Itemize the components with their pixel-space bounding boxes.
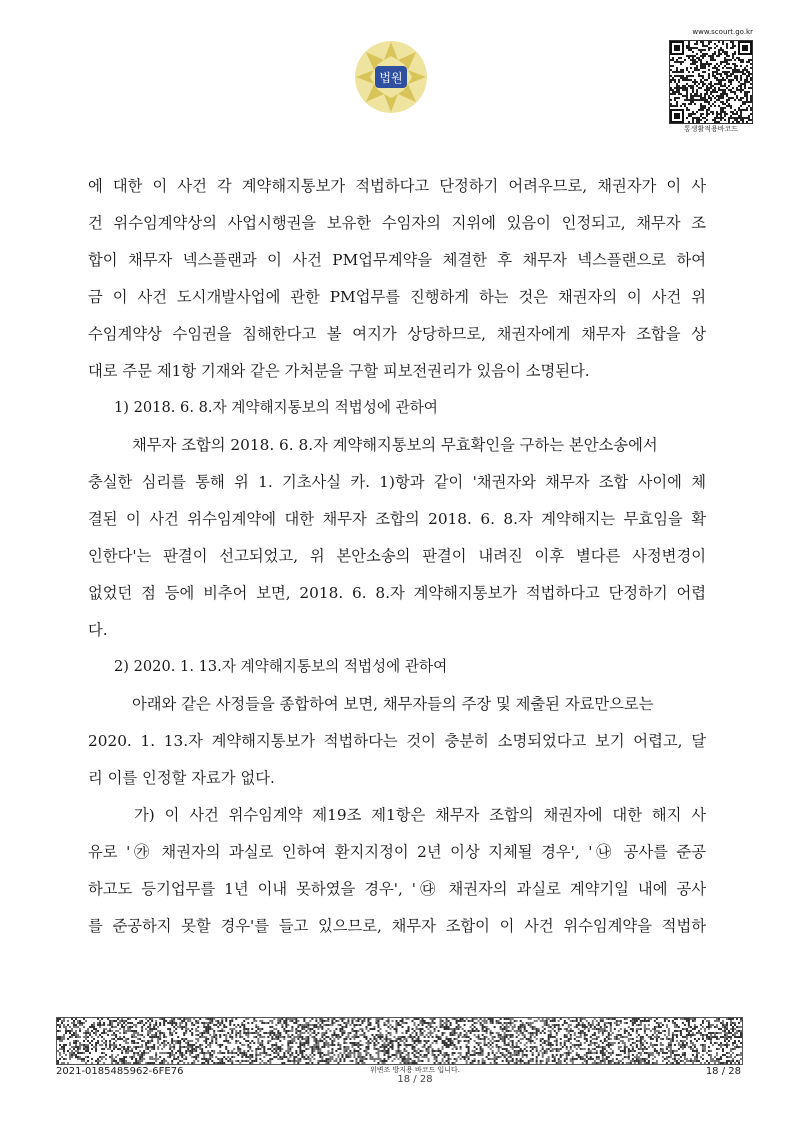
page-number: 18 / 28 [705,1066,741,1077]
body-line: 건 위수임계약상의 사업시행권을 보유한 수임자의 지위에 있음이 인정되고, 채무자 조 [88,214,706,232]
body-line: 가) 이 사건 위수임계약 제19조 제1항은 채무자 조합의 채권자에 대한 해지 사 [134,806,706,824]
body-line: 수임계약상 수임권을 침해한다고 볼 여지가 상당하므로, 채권자에게 채무자 조합을 상 [88,325,706,343]
body-line: 금 이 사건 도시개발사업에 관한 PM업무를 진행하게 하는 것은 채권자의 이 사건 위 [88,288,706,306]
document-body [88,172,706,949]
seal-text: 법원 [379,71,403,85]
body-line: 를 준공하지 못할 경우'를 들고 있으므로, 채무자 조합이 이 사건 위수임계약을 적법하 [88,917,706,935]
body-line: 충실한 심리를 통해 위 1. 기초사실 카. 1)항과 같이 '채권자와 채무자 조합 사이에 체 [88,473,706,491]
barcode-notice: 위변조 방지용 바코드 입니다. [369,1066,461,1074]
qr-caption: 통생활적용바코드 [683,125,739,133]
body-line: 없었던 점 등에 비추어 보면, 2018. 6. 8.자 계약해지통보가 적법하다고 단정하기 어렵 [88,584,706,602]
body-line: 결된 이 사건 위수임계약에 대한 채무자 조합의 2018. 6. 8.자 계약해지는 무효임을 확 [88,510,706,528]
document-id: 2021-0185485962-6FE76 [56,1066,184,1077]
body-line: 리 이를 인정할 자료가 없다. [88,769,275,787]
body-line: 다. [88,621,108,639]
body-line: 하고도 등기업무를 1년 이내 못하였을 경우', '㉰ 채권자의 과실로 계약기일 내에 공사 [88,880,706,898]
body-line: 1) 2018. 6. 8.자 계약해지통보의 적법성에 관하여 [114,399,438,416]
anti-forgery-barcode [56,1017,743,1065]
body-line: 채무자 조합의 2018. 6. 8.자 계약해지통보의 무효확인을 구하는 본안소송에서 [132,436,658,454]
body-line: 아래와 같은 사정들을 종합하여 보면, 채무자들의 주장 및 제출된 자료만으로는 [132,695,654,713]
court-seal-logo [352,38,430,116]
body-line: 2) 2020. 1. 13.자 계약해지통보의 적법성에 관하여 [114,658,448,675]
qr-code [669,40,753,124]
qr-url: www.scourt.go.kr [692,28,753,36]
body-line: 2020. 1. 13.자 계약해지통보가 적법하다는 것이 충분히 소명되었다고 보기 어렵고, 달 [88,732,706,750]
body-line: 에 대한 이 사건 각 계약해지통보가 적법하다고 단정하기 어려우므로, 채권자가 이 사 [88,177,706,195]
body-line: 대로 주문 제1항 기재와 같은 가처분을 구할 피보전권리가 있음이 소명된다. [88,362,590,380]
body-line: 인한다'는 판결이 선고되었고, 위 본안소송의 판결이 내려진 이후 별다른 사정변경이 [88,547,706,565]
footer-center [360,1066,470,1085]
page-number-center: 18 / 28 [397,1074,433,1085]
body-line: 유로 '㉮ 채권자의 과실로 인하여 환지지정이 2년 이상 지체될 경우', '㉯ 공사를 준공 [88,843,706,861]
body-line: 합이 채무자 넥스플랜과 이 사건 PM업무계약을 체결한 후 채무자 넥스플랜으로 하여 [88,251,706,269]
